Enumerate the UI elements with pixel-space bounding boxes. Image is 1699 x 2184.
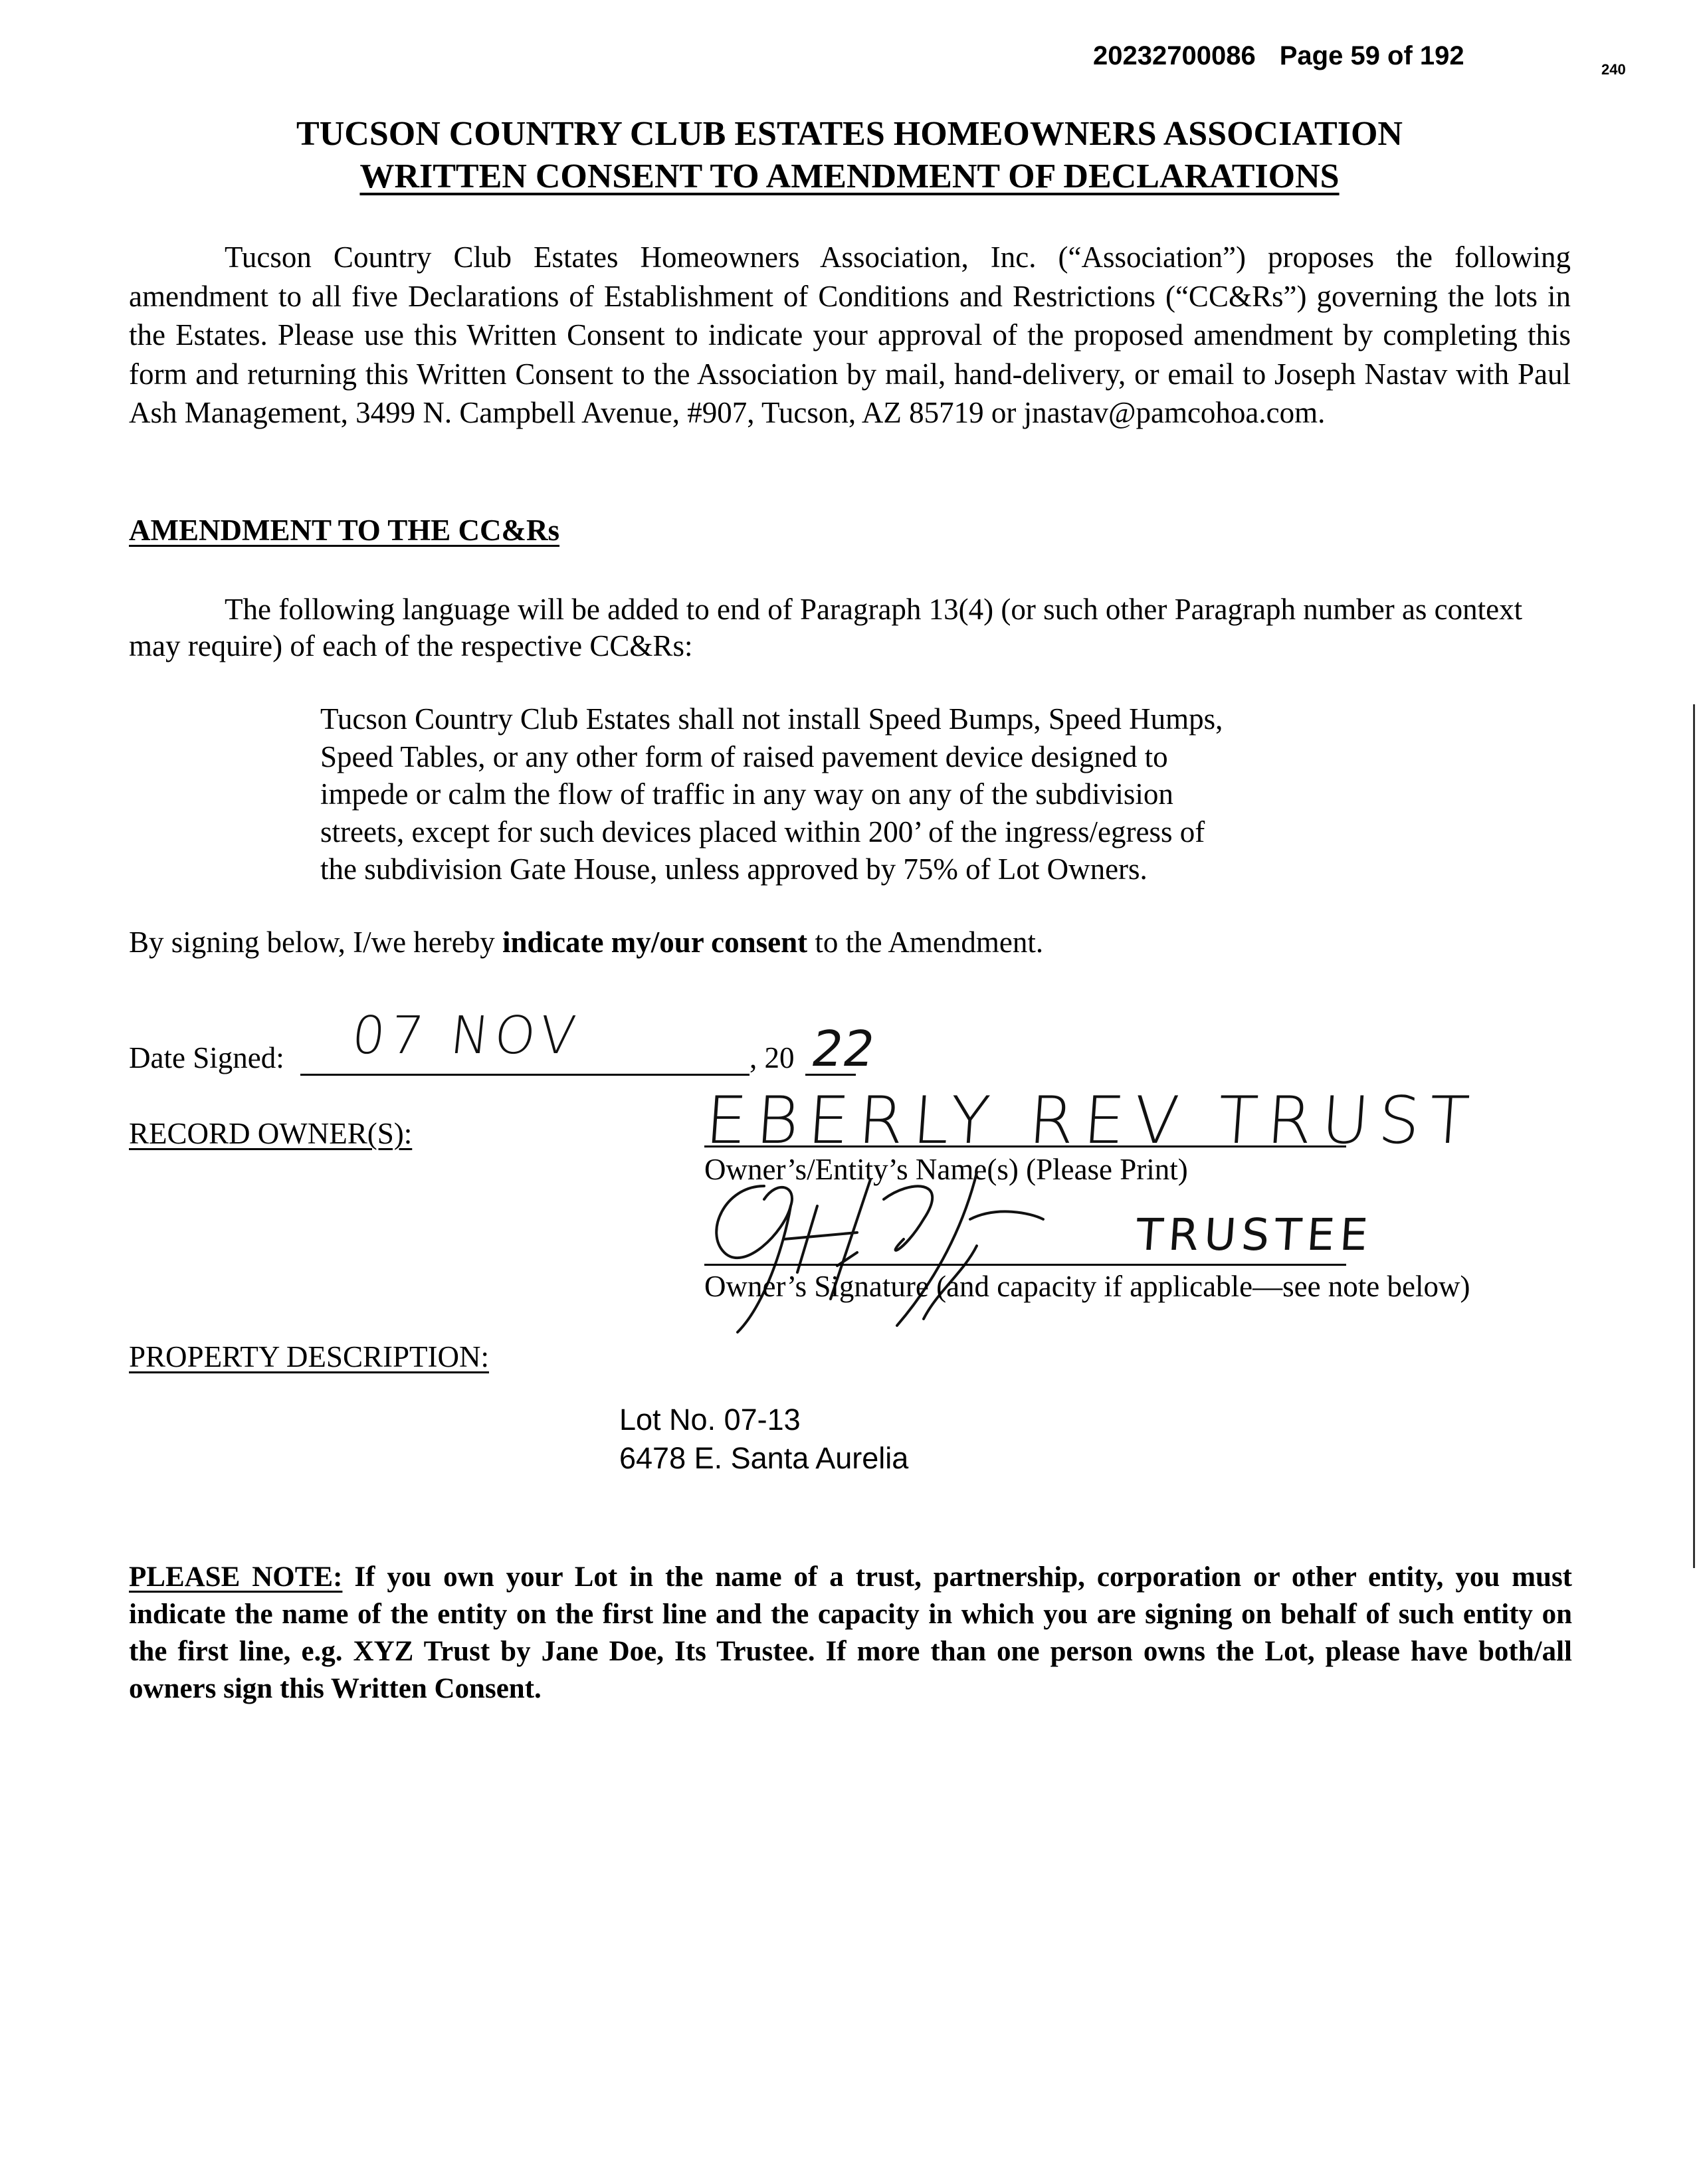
please-note-label: PLEASE NOTE:: [129, 1561, 343, 1593]
form-title: WRITTEN CONSENT TO AMENDMENT OF DECLARATIONS: [359, 157, 1340, 195]
date-signed-handwritten: 07 NOV: [349, 1006, 584, 1066]
owner-name-line[interactable]: [704, 1145, 1346, 1147]
document-header: [1093, 41, 1488, 71]
year-prefix: , 20: [750, 1041, 795, 1074]
date-signed-line[interactable]: [300, 1074, 750, 1076]
scan-edge-mark: [1693, 704, 1695, 1568]
amendment-heading: AMENDMENT TO THE CC&Rs: [129, 514, 560, 547]
signature-line[interactable]: [704, 1264, 1346, 1266]
page-label: Page 59 of 192: [1279, 41, 1464, 70]
signature-caption: Owner’s Signature (and capacity if applicable—see note below): [704, 1270, 1470, 1303]
lot-number: Lot No. 07-13: [619, 1403, 801, 1437]
document-id: 20232700086: [1093, 41, 1256, 70]
year-handwritten: 22: [807, 1021, 880, 1078]
consent-statement: By signing below, I/we hereby indicate my/our consent to the Amendment.: [129, 926, 1044, 959]
year-line[interactable]: [805, 1074, 856, 1076]
please-note-text: If you own your Lot in the name of a trust, partnership, corporation or other entity, you must indicate the name of the entity on the first line and the capacity in which you are signing on behalf of such entity on the first line, e.g. XYZ Trust by Jane Doe, Its Trustee. If more than one person owns the Lot, please have both/all owners sign this Written Consent.: [129, 1561, 1572, 1704]
corner-page-number: 240: [1601, 61, 1626, 78]
quote-line: streets, except for such devices placed within 200’ of the ingress/egress of: [320, 815, 1205, 848]
association-title: TUCSON COUNTRY CLUB ESTATES HOMEOWNERS ASSOCIATION: [296, 115, 1403, 153]
quote-line: the subdivision Gate House, unless approved by 75% of Lot Owners.: [320, 852, 1148, 886]
quote-line: impede or calm the flow of traffic in any way on any of the subdivision: [320, 777, 1173, 811]
please-note: [129, 1559, 1572, 1708]
handwritten-signature: [684, 1159, 1056, 1359]
date-signed-label: Date Signed:: [129, 1041, 284, 1074]
trustee-handwritten: TRUSTEE: [1134, 1209, 1375, 1260]
property-address: 6478 E. Santa Aurelia: [619, 1441, 909, 1475]
property-description: [619, 1401, 908, 1478]
amendment-quote: [320, 700, 1290, 888]
amendment-lead-paragraph: The following language will be added to end of Paragraph 13(4) (or such other Paragraph number as context may require) of each of the respective CC&Rs:: [129, 593, 1523, 662]
quote-line: Tucson Country Club Estates shall not install Speed Bumps, Speed Humps,: [320, 702, 1223, 736]
record-owner-label: RECORD OWNER(S):: [129, 1117, 413, 1150]
owner-name-handwritten: EBERLY REV TRUST: [703, 1083, 1481, 1159]
intro-paragraph: Tucson Country Club Estates Homeowners Association, Inc. (“Association”) proposes the following amendment to all five Declarations of Establishment of Conditions and Restrictions (“CC&Rs”) governing the lots in the Estates. Please use this Written Consent to indicate your approval of the proposed amendment by completing this form and returning this Written Consent to the Association by mail, hand-delivery, or email to Joseph Nastav with Paul Ash Management, 3499 N. Campbell Avenue, #907, Tucson, AZ 85719 or jnastav@pamcohoa.com.: [129, 241, 1571, 429]
property-description-label: PROPERTY DESCRIPTION:: [129, 1340, 489, 1373]
owner-name-caption: Owner’s/Entity’s Name(s) (Please Print): [704, 1153, 1188, 1186]
quote-line: Speed Tables, or any other form of raised pavement device designed to: [320, 740, 1168, 773]
